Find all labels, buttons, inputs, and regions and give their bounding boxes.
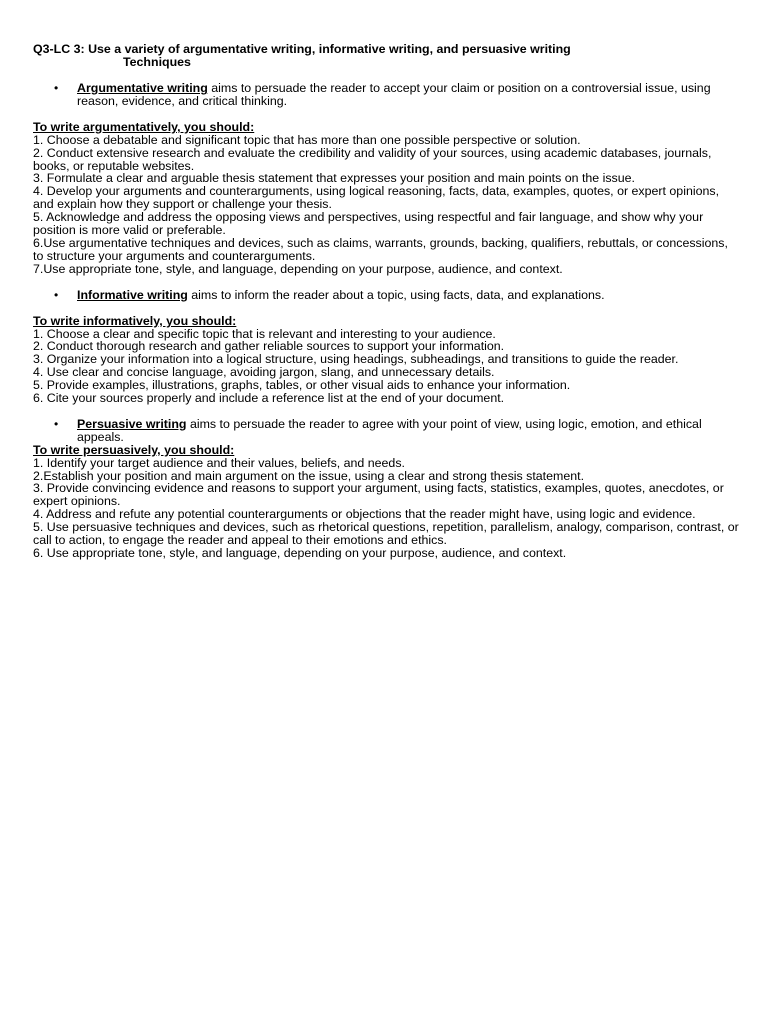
list-item: 4. Develop your arguments and counterarguments, using logical reasoning, facts, data, examples, quotes, or expert opinions, and explain how they support or challenge your thesis.: [33, 184, 720, 212]
list-item: 5. Use persuasive techniques and devices, such as rhetorical questions, repetition, parallelism, analogy, comparison, contrast, or call to action, to engage the reader and appeal to their emotions and ethics.: [33, 520, 739, 548]
list-item: 1. Choose a debatable and significant topic that has more than one possible perspective or solution.: [33, 132, 581, 147]
bullet-icon: •: [54, 416, 59, 431]
list-item: 6.Use argumentative techniques and devices, such as claims, warrants, grounds, backing, qualifiers, rebuttals, or concessions, to structure your arguments and counterarguments.: [33, 235, 728, 263]
document-title: [33, 43, 741, 69]
title-line-2: Techniques: [123, 55, 191, 69]
informative-definition-text: aims to inform the reader about a topic, using facts, data, and explanations.: [187, 287, 605, 302]
list-item: 7.Use appropriate tone, style, and language, depending on your purpose, audience, and context.: [33, 261, 563, 276]
list-item: 5. Acknowledge and address the opposing views and perspectives, using respectful and fair language, and show why your position is more valid or preferable.: [33, 210, 704, 238]
argumentative-term: Argumentative writing: [77, 81, 208, 95]
list-item: 3. Provide convincing evidence and reasons to support your argument, using facts, statistics, examples, quotes, anecdotes, or expert opinions.: [33, 481, 724, 509]
informative-definition: [33, 289, 741, 302]
argumentative-list: [33, 134, 741, 276]
list-item: 1. Identify your target audience and their values, beliefs, and needs.: [33, 455, 405, 470]
persuasive-term: Persuasive writing: [77, 416, 187, 431]
persuasive-list: [33, 457, 741, 560]
list-item: 4. Use clear and concise language, avoiding jargon, slang, and unnecessary details.: [33, 365, 495, 380]
list-item: 2. Conduct extensive research and evaluate the credibility and validity of your sources, using academic databases, journals, books, or reputable websites.: [33, 145, 712, 173]
list-item: 4. Address and refute any potential counterarguments or objections that the reader might have, using logic and evidence.: [33, 507, 696, 522]
list-item: 1. Choose a clear and specific topic that is relevant and interesting to your audience.: [33, 326, 496, 341]
list-item: 2. Conduct thorough research and gather reliable sources to support your information.: [33, 339, 505, 354]
argumentative-heading: To write argumentatively, you should:: [33, 119, 255, 134]
list-item: 3. Organize your information into a logical structure, using headings, subheadings, and transitions to guide the reader.: [33, 352, 679, 367]
persuasive-heading: To write persuasively, you should:: [33, 442, 235, 457]
informative-list: [33, 328, 741, 405]
document-page: [33, 43, 741, 560]
list-item: 6. Cite your sources properly and include a reference list at the end of your document.: [33, 391, 505, 406]
list-item: 3. Formulate a clear and arguable thesis statement that expresses your position and main points on the issue.: [33, 171, 635, 186]
persuasive-definition-text: aims to persuade the reader to agree with your point of view, using logic, emotion, and ethical appeals.: [77, 416, 702, 444]
argumentative-definition: [33, 82, 741, 108]
informative-heading: To write informatively, you should:: [33, 313, 237, 328]
persuasive-definition: [33, 418, 741, 444]
informative-term: Informative writing: [77, 287, 188, 302]
title-line-1: Q3-LC 3: Use a variety of argumentative writing, informative writing, and persuasive writing: [33, 42, 571, 56]
bullet-icon: •: [54, 287, 59, 302]
bullet-icon: •: [54, 81, 59, 95]
list-item: 2.Establish your position and main argument on the issue, using a clear and strong thesis statement.: [33, 468, 585, 483]
list-item: 5. Provide examples, illustrations, graphs, tables, or other visual aids to enhance your information.: [33, 378, 571, 393]
list-item: 6. Use appropriate tone, style, and language, depending on your purpose, audience, and context.: [33, 546, 567, 560]
argumentative-definition-text: aims to persuade the reader to accept your claim or position on a controversial issue, using reason, evidence, and critical thinking.: [77, 81, 711, 108]
